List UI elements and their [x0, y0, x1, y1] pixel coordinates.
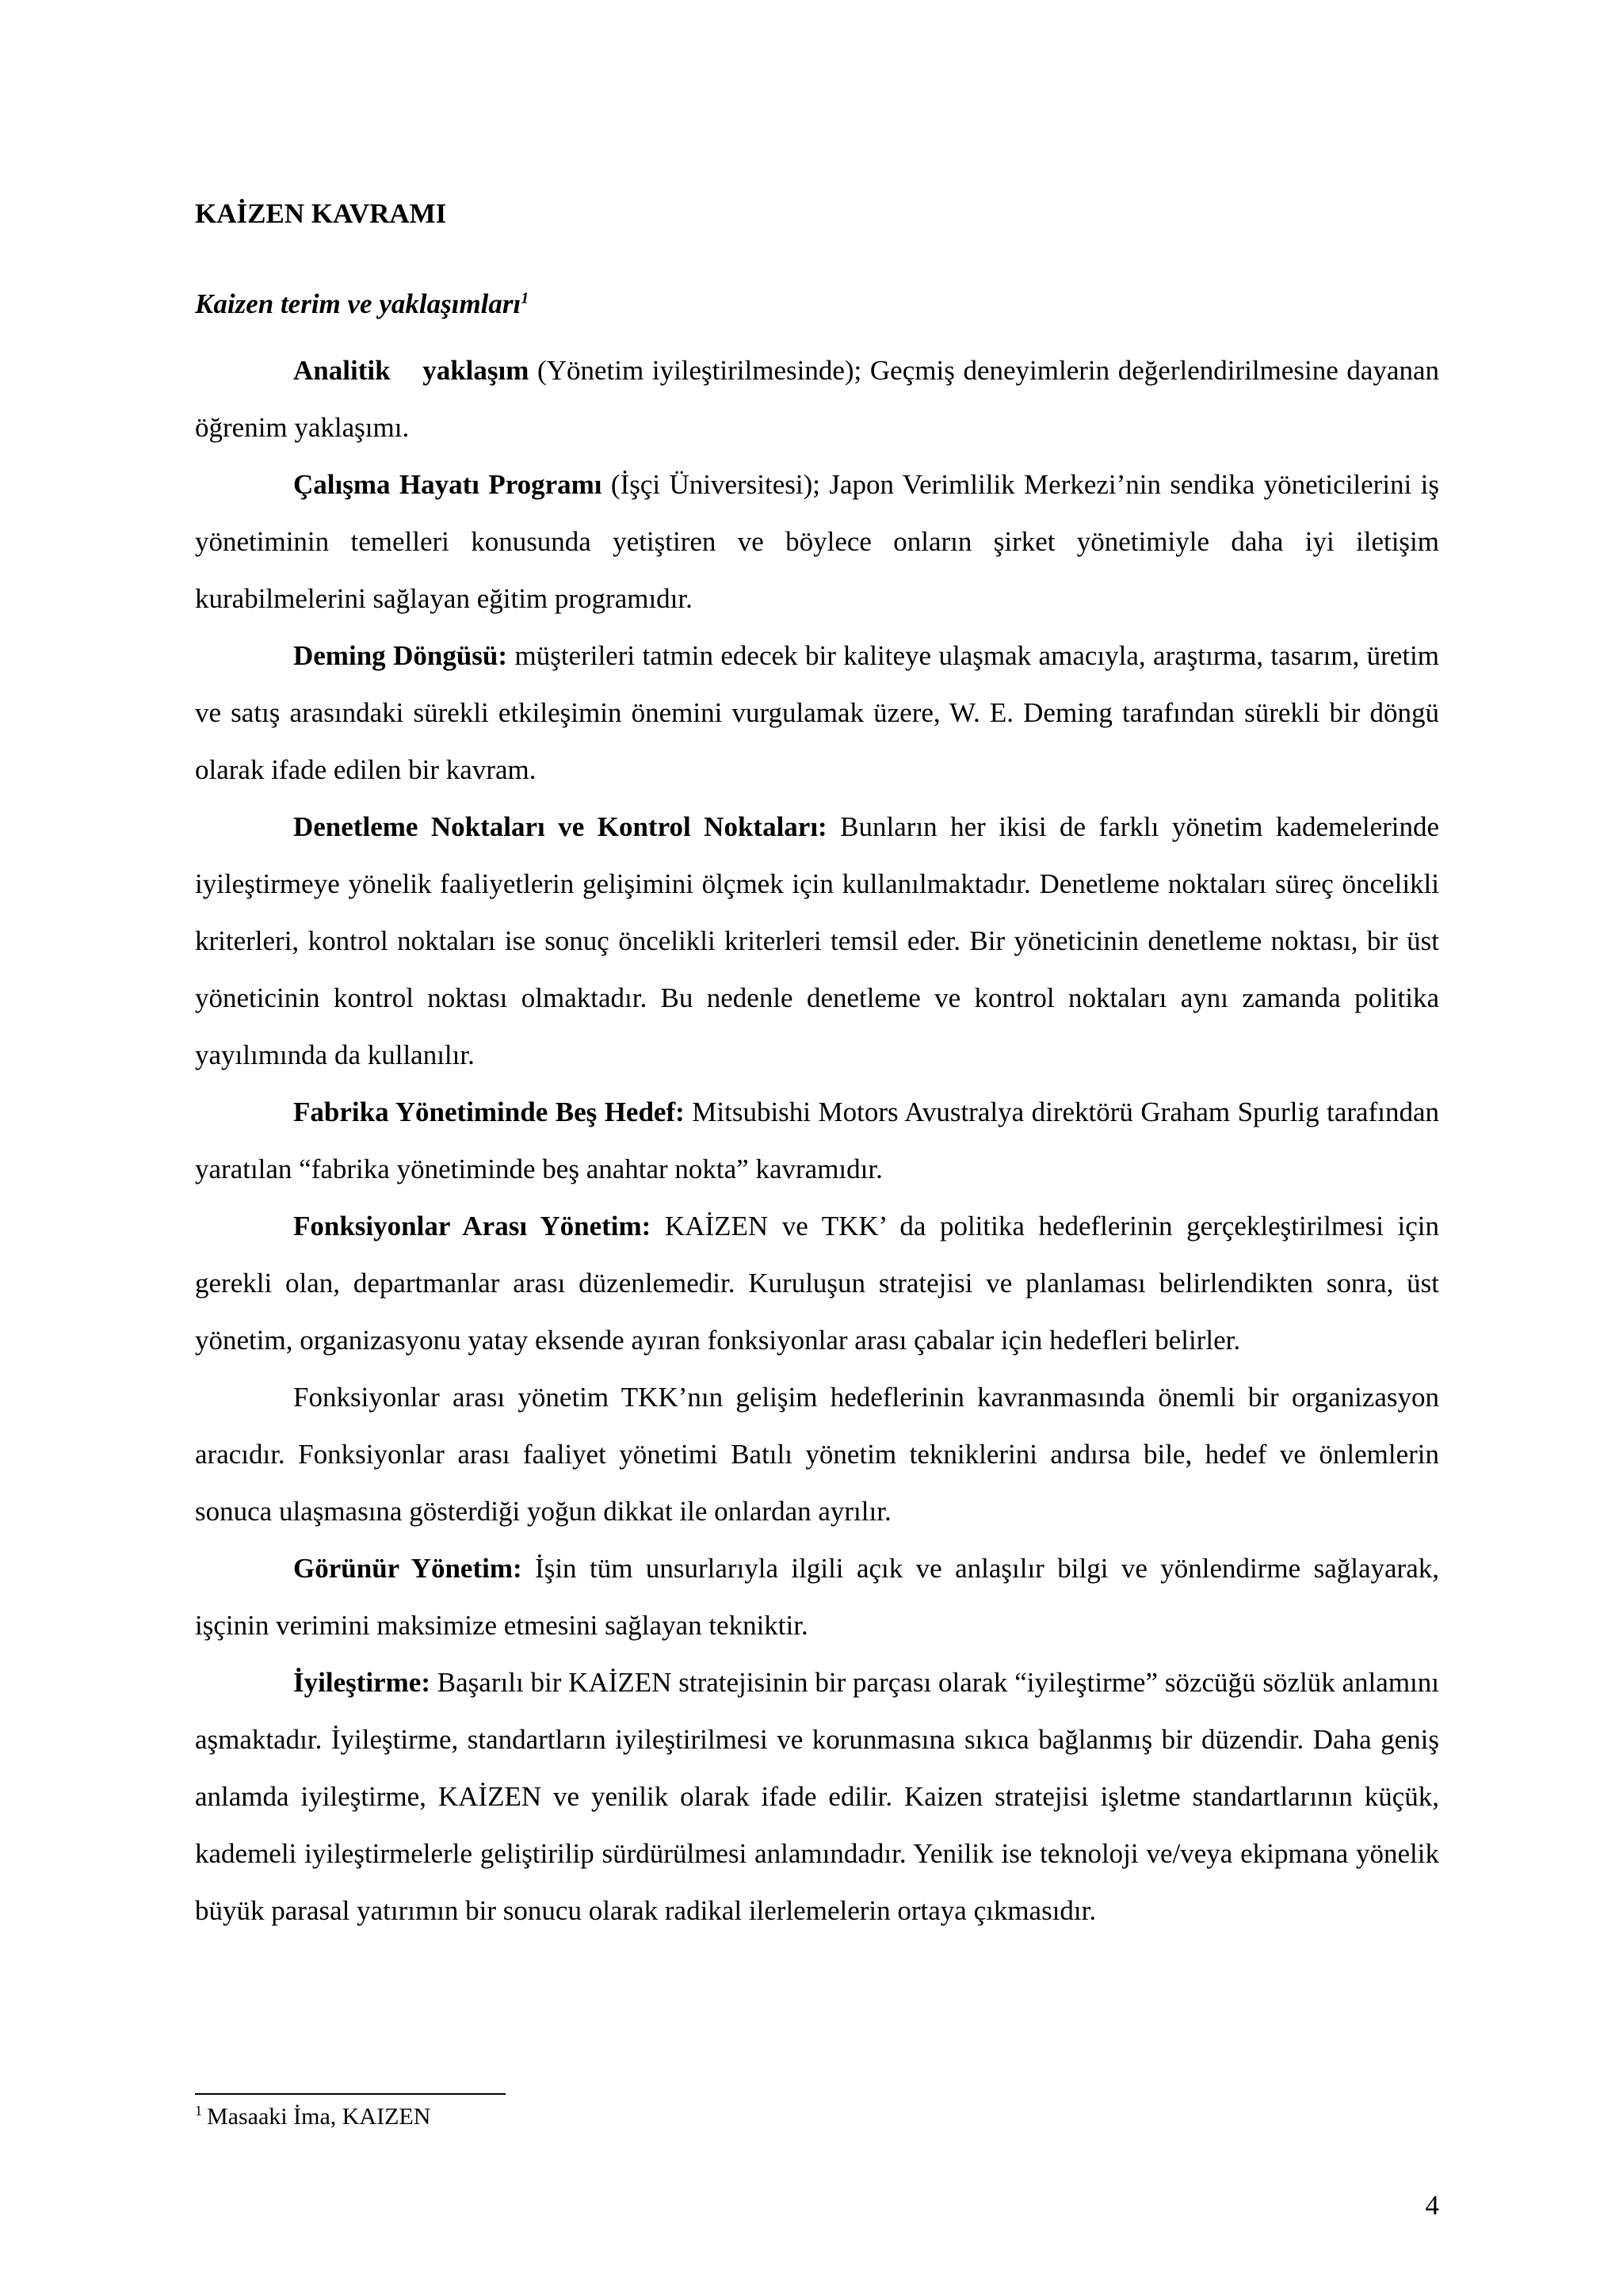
page-number: 4 — [1425, 2190, 1439, 2221]
footnote — [195, 2101, 430, 2133]
paragraph-iyilestirme — [195, 1654, 1439, 1939]
paragraph-text: İşin tüm unsurlarıyla ilgili açık ve anlaşılır bilgi ve yönlendirme sağlayarak, işçinin verimini maksimize etmesini sağlayan tekniktir. — [195, 1553, 1439, 1641]
term-label: Analitik yaklaşım — [293, 355, 529, 386]
term-label: Çalışma Hayatı Programı — [293, 469, 602, 500]
paragraph-text: (İşçi Üniversitesi); Japon Verimlilik Merkezi’nin sendika yöneticilerini iş yönetiminin temelleri konusunda yetiştiren ve böylece onların şirket yönetimiyle daha iyi iletişim kurabilmelerini sağlayan eğitim programıdır. — [195, 469, 1439, 614]
paragraph-text: müşterileri tatmin edecek bir kaliteye ulaşmak amacıyla, araştırma, tasarım, üretim ve satış arasındaki sürekli etkileşimin önemini vurgulamak üzere, W. E. Deming tarafından sürekli bir döngü olarak ifade edilen bir kavram. — [195, 640, 1439, 785]
subheading-text: Kaizen terim ve yaklaşımları — [195, 288, 521, 319]
term-label: Fonksiyonlar Arası Yönetim: — [293, 1211, 651, 1241]
paragraph-gorunur — [195, 1540, 1439, 1654]
paragraph-text: Fonksiyonlar arası yönetim TKK’nın gelişim hedeflerinin kavranmasında önemli bir organizasyon aracıdır. Fonksiyonlar arası faaliyet yönetimi Batılı yönetim tekniklerini andırsa bile, hedef ve önlemlerin sonuca ulaşmasına gösterdiği yoğun dikkat ile onlardan ayrılır. — [195, 1382, 1439, 1527]
term-label: Görünür Yönetim: — [293, 1553, 522, 1584]
footnote-text: Masaaki İma, KAIZEN — [207, 2103, 431, 2130]
footnote-reference: 1 — [521, 289, 529, 307]
paragraph-fonksiyonlar-cont — [195, 1369, 1439, 1540]
footnote-divider — [195, 2093, 506, 2095]
paragraph-deming — [195, 627, 1439, 799]
page-title: KAİZEN KAVRAMI — [195, 198, 447, 229]
paragraph-text: Başarılı bir KAİZEN stratejisinin bir parçası olarak “iyileştirme” sözcüğü sözlük anlamını aşmaktadır. İyileştirme, standartların iyileştirilmesi ve korunmasına sıkıca bağlanmış bir düzendir. Daha geniş anlamda iyileştirme, KAİZEN ve yenilik olarak ifade edilir. Kaizen stratejisi işletme standartlarının küçük, kademeli iyileştirmelerle geliştirilip sürdürülmesi anlamındadır. Yenilik ise teknoloji ve/veya ekipmana yönelik büyük parasal yatırımın bir sonucu olarak radikal ilerlemelerin ortaya çıkmasıdır. — [195, 1667, 1439, 1926]
paragraph-text: Mitsubishi Motors Avustralya direktörü Graham Spurlig tarafından yaratılan “fabrika yönetiminde beş anahtar nokta” kavramıdır. — [195, 1097, 1439, 1184]
paragraph-text: KAİZEN ve TKK’ da politika hedeflerinin gerçekleştirilmesi için gerekli olan, departmanlar arası düzenlemedir. Kuruluşun stratejisi ve planlaması belirlendikten sonra, üst yönetim, organizasyonu yatay eksende ayıran fonksiyonlar arası çabalar için hedefleri belirler. — [195, 1211, 1440, 1356]
paragraph-analitik-yaklasim — [195, 342, 1439, 456]
term-label: İyileştirme: — [293, 1667, 430, 1698]
section-subheading — [195, 285, 529, 323]
paragraph-fabrika — [195, 1084, 1439, 1198]
body-text — [195, 342, 1439, 1939]
term-label: Fabrika Yönetiminde Beş Hedef: — [293, 1097, 685, 1127]
term-label: Denetleme Noktaları ve Kontrol Noktaları: — [293, 811, 827, 842]
paragraph-text: (Yönetim iyileştirilmesinde); Geçmiş deneyimlerin değerlendirilmesine dayanan öğrenim yaklaşımı. — [195, 355, 1439, 443]
paragraph-calisma-hayati — [195, 456, 1439, 627]
paragraph-fonksiyonlar — [195, 1198, 1439, 1369]
term-label: Deming Döngüsü: — [293, 640, 508, 671]
paragraph-text: Bunların her ikisi de farklı yönetim kademelerinde iyileştirmeye yönelik faaliyetlerin gelişimini ölçmek için kullanılmaktadır. Denetleme noktaları süreç öncelikli kriterleri, kontrol noktaları ise sonuç öncelikli kriterleri temsil eder. Bir yöneticinin denetleme noktası, bir üst yöneticinin kontrol noktası olmaktadır. Bu nedenle denetleme ve kontrol noktaları aynı zamanda politika yayılımında da kullanılır. — [195, 811, 1439, 1070]
footnote-marker: 1 — [195, 2103, 202, 2119]
paragraph-denetleme — [195, 799, 1439, 1084]
